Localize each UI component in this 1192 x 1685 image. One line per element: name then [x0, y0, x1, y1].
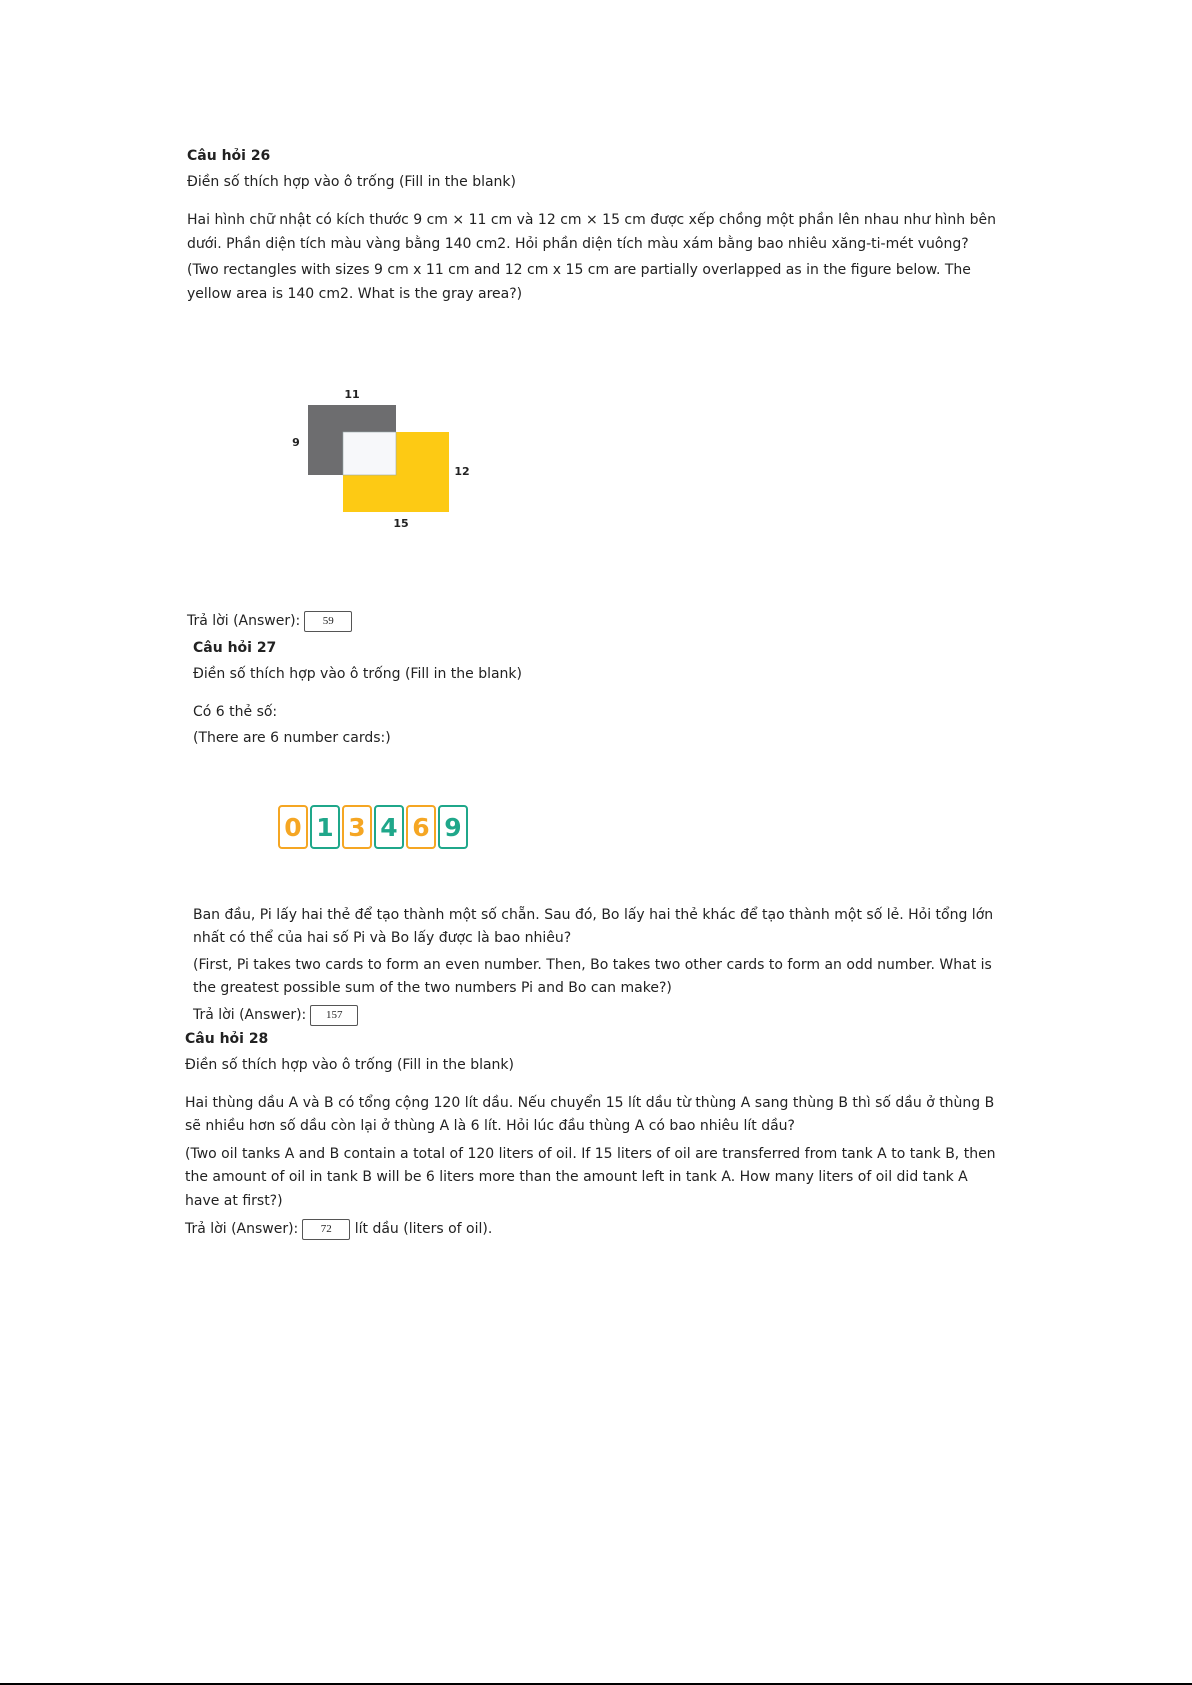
q26-en-line2: yellow area is 140 cm2. What is the gray area?) [187, 286, 523, 302]
number-card: 4 [374, 805, 404, 849]
q26-rectangles-figure [280, 380, 500, 540]
q26-en-line1: (Two rectangles with sizes 9 cm x 11 cm and 12 cm x 15 cm are partially overlapped as in the figure below. The [187, 262, 971, 278]
q28-answer-box[interactable]: 72 [302, 1219, 350, 1240]
number-card: 6 [406, 805, 436, 849]
q27-subtitle: Điền số thích hợp vào ô trống (Fill in the blank) [193, 666, 522, 682]
q26-answer-row [187, 610, 352, 632]
q28-en-line3: have at first?) [185, 1193, 283, 1209]
q28-en-line1: (Two oil tanks A and B contain a total of 120 liters of oil. If 15 liters of oil are transferred from tank A to tank B, then [185, 1146, 996, 1162]
number-cards [278, 805, 468, 849]
q27-title: Câu hỏi 27 [193, 640, 277, 656]
label-left: 9 [292, 436, 300, 449]
label-top: 11 [344, 388, 360, 401]
q28-subtitle: Điền số thích hợp vào ô trống (Fill in the blank) [185, 1057, 514, 1073]
q28-en-line2: the amount of oil in tank B will be 6 liters more than the amount left in tank A. How many liters of oil did tank A [185, 1169, 968, 1185]
q28-answer-row [185, 1218, 492, 1240]
q27-en-intro: (There are 6 number cards:) [193, 730, 391, 746]
q28-answer-label: Trả lời (Answer): [185, 1221, 299, 1237]
q26-vi-line1: Hai hình chữ nhật có kích thước 9 cm × 11 cm và 12 cm × 15 cm được xếp chồng một phần lên nhau như hình bên [187, 212, 996, 228]
q27-vi-intro: Có 6 thẻ số: [193, 704, 278, 720]
q26-subtitle: Điền số thích hợp vào ô trống (Fill in the blank) [187, 174, 516, 190]
q28-vi-line2: sẽ nhiều hơn số dầu còn lại ở thùng A là 6 lít. Hỏi lúc đầu thùng A có bao nhiêu lít dầu? [185, 1118, 795, 1134]
number-card: 3 [342, 805, 372, 849]
q28-vi-line1: Hai thùng dầu A và B có tổng cộng 120 lít dầu. Nếu chuyển 15 lít dầu từ thùng A sang thùng B thì số dầu ở thùng B [185, 1095, 995, 1111]
q26-answer-label: Trả lời (Answer): [187, 613, 301, 629]
q27-vi-line2: nhất có thể của hai số Pi và Bo lấy được là bao nhiêu? [193, 930, 572, 946]
number-card: 1 [310, 805, 340, 849]
q27-vi-line1: Ban đầu, Pi lấy hai thẻ để tạo thành một số chẵn. Sau đó, Bo lấy hai thẻ khác để tạo thành một số lẻ. Hỏi tổng lớn [193, 907, 994, 923]
q27-answer-row [193, 1004, 358, 1026]
q26-title: Câu hỏi 26 [187, 148, 271, 164]
q27-answer-label: Trả lời (Answer): [193, 1007, 307, 1023]
number-card: 0 [278, 805, 308, 849]
overlap-region [343, 432, 396, 475]
label-bottom: 15 [393, 517, 409, 530]
q26-vi-line2: dưới. Phần diện tích màu vàng bằng 140 cm2. Hỏi phần diện tích màu xám bằng bao nhiêu xăng-ti-mét vuông? [187, 236, 969, 252]
q27-en-line1: (First, Pi takes two cards to form an even number. Then, Bo takes two other cards to form an odd number. What is [193, 957, 992, 973]
q28-title: Câu hỏi 28 [185, 1031, 269, 1047]
number-card: 9 [438, 805, 468, 849]
q27-answer-box[interactable]: 157 [310, 1005, 358, 1026]
label-right: 12 [454, 465, 470, 478]
q27-en-line2: the greatest possible sum of the two numbers Pi and Bo can make?) [193, 980, 672, 996]
q26-answer-box[interactable]: 59 [304, 611, 352, 632]
q28-answer-suffix: lít dầu (liters of oil). [354, 1221, 493, 1237]
